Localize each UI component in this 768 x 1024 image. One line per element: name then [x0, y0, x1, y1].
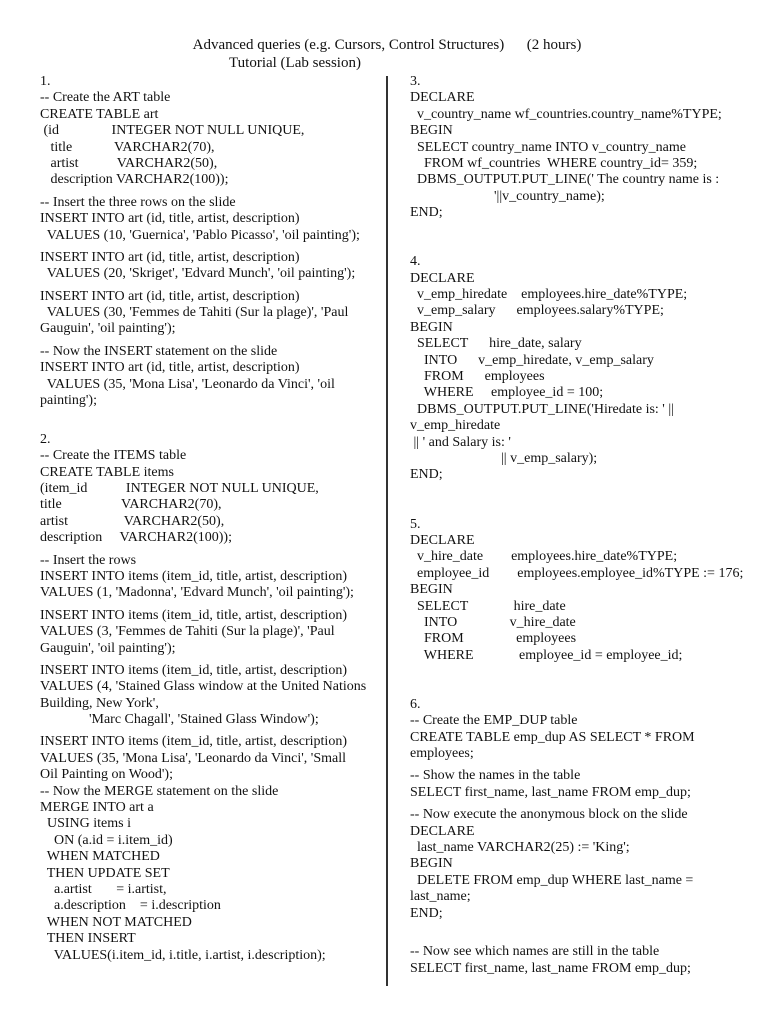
code-line: BEGIN	[410, 582, 453, 598]
code-line: DELETE FROM emp_dup WHERE last_name =	[410, 872, 694, 888]
code-line: -- Create the ART table	[40, 90, 171, 106]
code-line: Gauguin', 'oil painting');	[40, 321, 176, 337]
code-line: SELECT hire_date, salary	[410, 336, 582, 352]
code-line: DBMS_OUTPUT.PUT_LINE(' The country name is :	[410, 172, 720, 188]
code-line	[410, 680, 760, 696]
code-line: THEN UPDATE SET	[40, 865, 170, 881]
code-line: FROM employees	[410, 631, 577, 647]
code-line: VALUES (30, 'Femmes de Tahiti (Sur la plage)', 'Paul	[40, 305, 349, 321]
code-line: (item_id INTEGER NOT NULL UNIQUE,	[40, 480, 319, 496]
code-line: painting');	[40, 393, 97, 409]
code-line: VALUES(i.item_id, i.title, i.artist, i.description);	[40, 947, 326, 963]
code-line: WHERE employee_id = 100;	[410, 385, 604, 401]
code-line: -- Now execute the anonymous block on the slide	[410, 807, 688, 823]
code-line: VALUES (35, 'Mona Lisa', 'Leonardo da Vinci', 'oil	[40, 376, 335, 392]
code-line: END;	[410, 905, 443, 921]
code-line: -- Now the INSERT statement on the slide	[40, 343, 278, 359]
code-line: 6.	[410, 696, 421, 712]
code-line: INSERT INTO art (id, title, artist, description)	[40, 288, 300, 304]
code-line: 5.	[410, 516, 421, 532]
code-line: VALUES (20, 'Skriget', 'Edvard Munch', 'oil painting');	[40, 266, 356, 282]
code-paragraph	[40, 74, 380, 189]
code-line: -- Create the EMP_DUP table	[410, 713, 578, 729]
code-line: v_emp_hiredate	[410, 418, 501, 434]
code-line	[410, 922, 760, 938]
code-line: VALUES (1, 'Madonna', 'Edvard Munch', 'oil painting');	[40, 585, 354, 601]
code-line: a.description = i.description	[40, 898, 221, 914]
code-line: v_emp_salary employees.salary%TYPE;	[410, 303, 664, 319]
code-line	[410, 484, 760, 500]
right-column	[410, 74, 760, 983]
code-line: -- Now the MERGE statement on the slide	[40, 783, 279, 799]
document-subtitle: Tutorial (Lab session)	[229, 55, 361, 71]
code-line: WHEN NOT MATCHED	[40, 914, 192, 930]
code-paragraph	[410, 768, 760, 801]
code-line: || ' and Salary is: '	[410, 434, 511, 450]
left-column	[40, 74, 380, 970]
code-line: '||v_country_name);	[410, 188, 605, 204]
code-line: SELECT country_name INTO v_country_name	[410, 139, 686, 155]
code-line: BEGIN	[410, 123, 453, 139]
code-line: USING items i	[40, 816, 131, 832]
code-line: INSERT INTO art (id, title, artist, description)	[40, 249, 300, 265]
code-paragraph	[40, 608, 380, 657]
code-paragraph	[40, 195, 380, 244]
document-title: Advanced queries (e.g. Cursors, Control Structures) (2 hours)	[192, 37, 582, 53]
code-line: -- Insert the rows	[40, 552, 137, 568]
code-line: WHERE employee_id = employee_id;	[410, 647, 683, 663]
code-line	[410, 222, 760, 238]
code-paragraph	[410, 807, 760, 938]
code-line: 'Marc Chagall', 'Stained Glass Window');	[40, 712, 319, 728]
code-line: INSERT INTO art (id, title, artist, description)	[40, 360, 300, 376]
code-line	[410, 238, 760, 254]
code-line: CREATE TABLE items	[40, 464, 174, 480]
code-line: END;	[410, 205, 443, 221]
code-paragraph	[40, 289, 380, 338]
code-line: END;	[410, 467, 443, 483]
code-paragraph	[40, 344, 380, 426]
code-paragraph	[40, 663, 380, 729]
code-line: employee_id employees.employee_id%TYPE := 176;	[410, 565, 744, 581]
code-line: Building, New York',	[40, 695, 159, 711]
code-line: || v_emp_salary);	[410, 450, 598, 466]
code-paragraph	[40, 553, 380, 602]
code-line: 3.	[410, 74, 421, 89]
code-line: last_name VARCHAR2(25) := 'King';	[410, 839, 630, 855]
code-line: INSERT INTO items (item_id, title, artist, description)	[40, 607, 347, 623]
code-line: THEN INSERT	[40, 931, 136, 947]
code-line: Oil Painting on Wood');	[40, 767, 173, 783]
code-line: v_hire_date employees.hire_date%TYPE;	[410, 549, 678, 565]
code-line: -- Now see which names are still in the table	[410, 944, 660, 960]
code-paragraph	[410, 74, 760, 762]
code-line: 2.	[40, 431, 51, 447]
code-line: artist VARCHAR2(50),	[40, 155, 218, 171]
code-line: DECLARE	[410, 823, 475, 839]
code-line: DECLARE	[410, 90, 475, 106]
code-line: FROM wf_countries WHERE country_id= 359;	[410, 155, 698, 171]
code-line: Gauguin', 'oil painting');	[40, 640, 176, 656]
code-line: FROM employees	[410, 369, 545, 385]
code-line	[410, 500, 760, 516]
code-line: description VARCHAR2(100));	[40, 530, 232, 546]
code-line: -- Insert the three rows on the slide	[40, 194, 236, 210]
code-line: WHEN MATCHED	[40, 849, 160, 865]
code-paragraph	[40, 250, 380, 283]
code-line: INTO v_emp_hiredate, v_emp_salary	[410, 352, 654, 368]
code-line: (id INTEGER NOT NULL UNIQUE,	[40, 123, 305, 139]
code-line: BEGIN	[410, 856, 453, 872]
code-line: SELECT first_name, last_name FROM emp_dup;	[410, 960, 691, 976]
code-line: -- Show the names in the table	[410, 768, 581, 784]
code-line: v_country_name wf_countries.country_name%TYPE;	[410, 106, 722, 122]
code-paragraph	[410, 944, 760, 977]
code-line: INSERT INTO items (item_id, title, artist, description)	[40, 568, 347, 584]
code-paragraph	[40, 432, 380, 547]
code-line: VALUES (10, 'Guernica', 'Pablo Picasso', 'oil painting');	[40, 227, 360, 243]
code-line: last_name;	[410, 889, 471, 905]
code-line: employees;	[410, 746, 474, 762]
code-line: ON (a.id = i.item_id)	[40, 832, 173, 848]
code-line: SELECT first_name, last_name FROM emp_dup;	[410, 784, 691, 800]
code-line: title VARCHAR2(70),	[40, 497, 222, 513]
code-line: VALUES (4, 'Stained Glass window at the United Nations	[40, 679, 367, 695]
code-line: -- Create the ITEMS table	[40, 448, 187, 464]
code-paragraph	[40, 734, 380, 963]
code-line: 4.	[410, 254, 421, 270]
code-line: VALUES (3, 'Femmes de Tahiti (Sur la plage)', 'Paul	[40, 624, 335, 640]
code-line: v_emp_hiredate employees.hire_date%TYPE;	[410, 287, 688, 303]
code-line: VALUES (35, 'Mona Lisa', 'Leonardo da Vinci', 'Small	[40, 750, 346, 766]
code-line: DECLARE	[410, 532, 475, 548]
code-line: INSERT INTO items (item_id, title, artist, description)	[40, 662, 347, 678]
code-line: a.artist = i.artist,	[40, 881, 167, 897]
code-line	[410, 664, 760, 680]
code-line: INSERT INTO art (id, title, artist, description)	[40, 211, 300, 227]
code-line: INTO v_hire_date	[410, 614, 576, 630]
code-line: description VARCHAR2(100));	[40, 172, 229, 188]
code-line	[40, 409, 380, 425]
code-line: SELECT hire_date	[410, 598, 566, 614]
code-line: CREATE TABLE art	[40, 106, 159, 122]
code-line: INSERT INTO items (item_id, title, artist, description)	[40, 734, 347, 750]
code-line: DECLARE	[410, 270, 475, 286]
code-line: CREATE TABLE emp_dup AS SELECT * FROM	[410, 729, 695, 745]
column-divider	[386, 76, 388, 986]
code-line: BEGIN	[410, 319, 453, 335]
code-line: DBMS_OUTPUT.PUT_LINE('Hiredate is: ' ||	[410, 401, 674, 417]
code-line: 1.	[40, 74, 51, 89]
code-line: MERGE INTO art a	[40, 800, 154, 816]
code-line: artist VARCHAR2(50),	[40, 513, 225, 529]
code-line: title VARCHAR2(70),	[40, 139, 215, 155]
